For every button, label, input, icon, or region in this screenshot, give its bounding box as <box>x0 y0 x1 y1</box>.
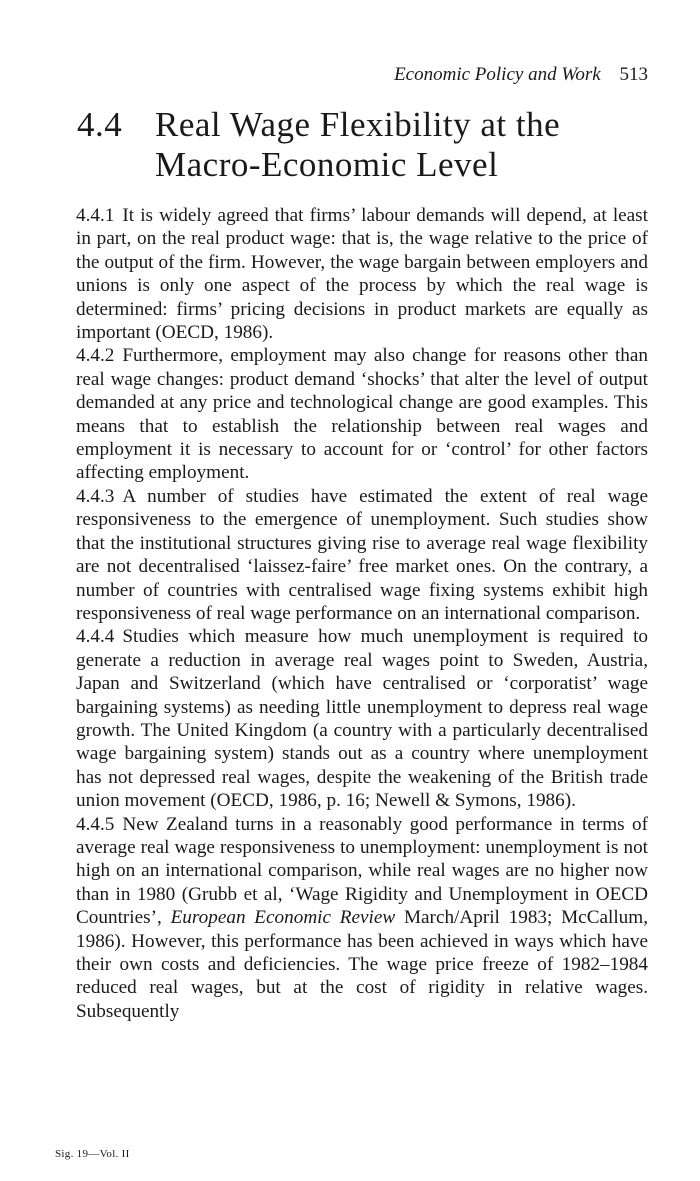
signature-mark: Sig. 19—Vol. II <box>55 1148 130 1160</box>
running-head <box>394 64 648 86</box>
paragraph-text: Furthermore, employment may also change for reasons other than real wage changes: product demand ‘shocks’ that alter the level of output demanded at any price and technological change are good examples. This means that to establish the relationship between real wages and employment it is necessary to account for or ‘control’ for other factors affecting employment. <box>76 345 648 484</box>
section-heading <box>77 105 560 185</box>
paragraph-text: Studies which measure how much unemployment is required to generate a reduction in average real wages point to Sweden, Austria, Japan and Switzerland (which have centralised or ‘corporatist’ wage bargaining systems) as needing little unemployment to depress real wage growth. The United Kingdom (a country with a particularly decentralised wage bargaining system) stands out as a country where unemployment has not depressed real wages, despite the weakening of the British trade union movement (OECD, 1986, p. 16; Newell & Symons, 1986). <box>76 626 648 812</box>
page-number: 513 <box>619 64 648 85</box>
running-head-title: Economic Policy and Work <box>394 64 601 85</box>
paragraph-number: 4.4.2 <box>76 345 115 367</box>
journal-title: European Economic Review <box>170 907 396 929</box>
section-title-line1: Real Wage Flexibility at the <box>155 105 561 144</box>
body-text <box>76 204 648 1023</box>
paragraph-4-4-3 <box>76 485 648 625</box>
paragraph-4-4-5 <box>76 813 648 1024</box>
paragraph-4-4-1 <box>76 204 648 344</box>
paragraph-text-continued: March/April 1983; McCallum, 1986). However, this performance has been achieved in ways which have their own costs and deficiencies. The wage price freeze of 1982–1984 reduced real wages, but at the cost of rigidity in relative wages. Subsequently <box>76 907 648 1022</box>
paragraph-number: 4.4.3 <box>76 485 115 507</box>
paragraph-number: 4.4.4 <box>76 626 115 648</box>
paragraph-number: 4.4.1 <box>76 205 115 226</box>
section-number: 4.4 <box>77 105 123 144</box>
section-title-line2: Macro-Economic Level <box>155 145 499 184</box>
paragraph-4-4-2 <box>76 344 648 484</box>
paragraph-text: New Zealand turns in a reasonably good performance in terms of average real wage responsiveness to unemployment: unemployment is not high on an international comparison, while real wages are no higher now than in 1980 (Grubb et al, ‘Wage Rigidity and Unemployment in OECD Countries’, <box>76 813 648 929</box>
paragraph-4-4-4 <box>76 625 648 812</box>
paragraph-text: It is widely agreed that firms’ labour demands will depend, at least in part, on the real product wage: that is, the wage relative to the price of the output of the firm. However, the wage bargain between employers and unions is only one aspect of the process by which the real wage is determined: firms’ pricing decisions in product markets are equally as important (OECD, 1986). <box>76 205 648 344</box>
paragraph-number: 4.4.5 <box>76 813 115 835</box>
paragraph-text: A number of studies have estimated the extent of real wage responsiveness to the emergence of unemployment. Such studies show that the institutional structures giving rise to average real wage flexibility are not decentralised ‘laissez-faire’ free market ones. On the contrary, a number of countries with centralised wage fixing systems exhibit high responsiveness of real wage performance on an international comparison. <box>76 485 648 624</box>
